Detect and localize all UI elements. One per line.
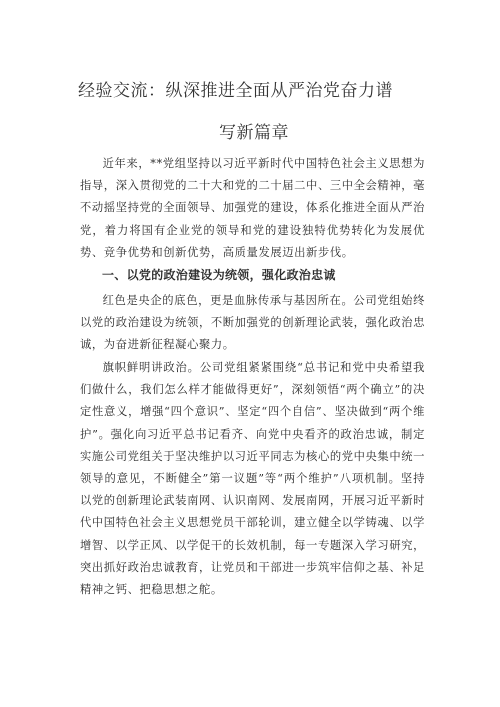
document-title-line-1: 经验交流：纵深推进全面从严治党奋力谱 xyxy=(78,81,393,101)
document-title-line-2: 写新篇章 xyxy=(219,123,289,143)
section-1-paragraph-1: 红色是央企的底色，更是血脉传承与基因所在。公司党组始终以党的政治建设为统领，不断加强党的创新理论武装，强化政治忠诚，为奋进新征程凝心聚力。 xyxy=(80,294,426,352)
section-heading-1: 一、以党的政治建设为统领，强化政治忠诚 xyxy=(102,268,336,282)
section-1-paragraph-2: 旗帜鲜明讲政治。公司党组紧紧围绕“总书记和党中央希望我们做什么，我们怎么样才能做得更好”，深刻领悟“两个确立”的决定性意义，增强“四个意识”、坚定“四个自信”、坚决做到“两个维护”。强化向习近平总书记看齐、向党中央看齐的政治忠诚，制定实施公司党组关于坚决维护以习近平同志为核心的党中央集中统一领导的意见，不断健全”第一议题”等“两个维护”八项机制。坚持以党的创新理论武装南网、认识南网、发展南网，开展习近平新时代中国特色社会主义思想党员干部轮训，建立健全以学铸魂、以学增智、以学正风、以学促干的长效机制，每一专题深入学习研究，突出抓好政治忠诚教育，让党员和干部进一步筑牢信仰之基、补足精神之钙、把稳思想之舵。 xyxy=(80,361,426,597)
intro-paragraph: 近年来，**党组坚持以习近平新时代中国特色社会主义思想为指导，深入贯彻党的二十大和党的二十届二中、三中全会精神，毫不动摇坚持党的全面领导、加强党的建设，体系化推进全面从严治党，着力将国有企业党的领导和党的建设独特优势转化为发展优势、竞争优势和创新优势，高质量发展迈出新步伐。 xyxy=(80,157,426,259)
